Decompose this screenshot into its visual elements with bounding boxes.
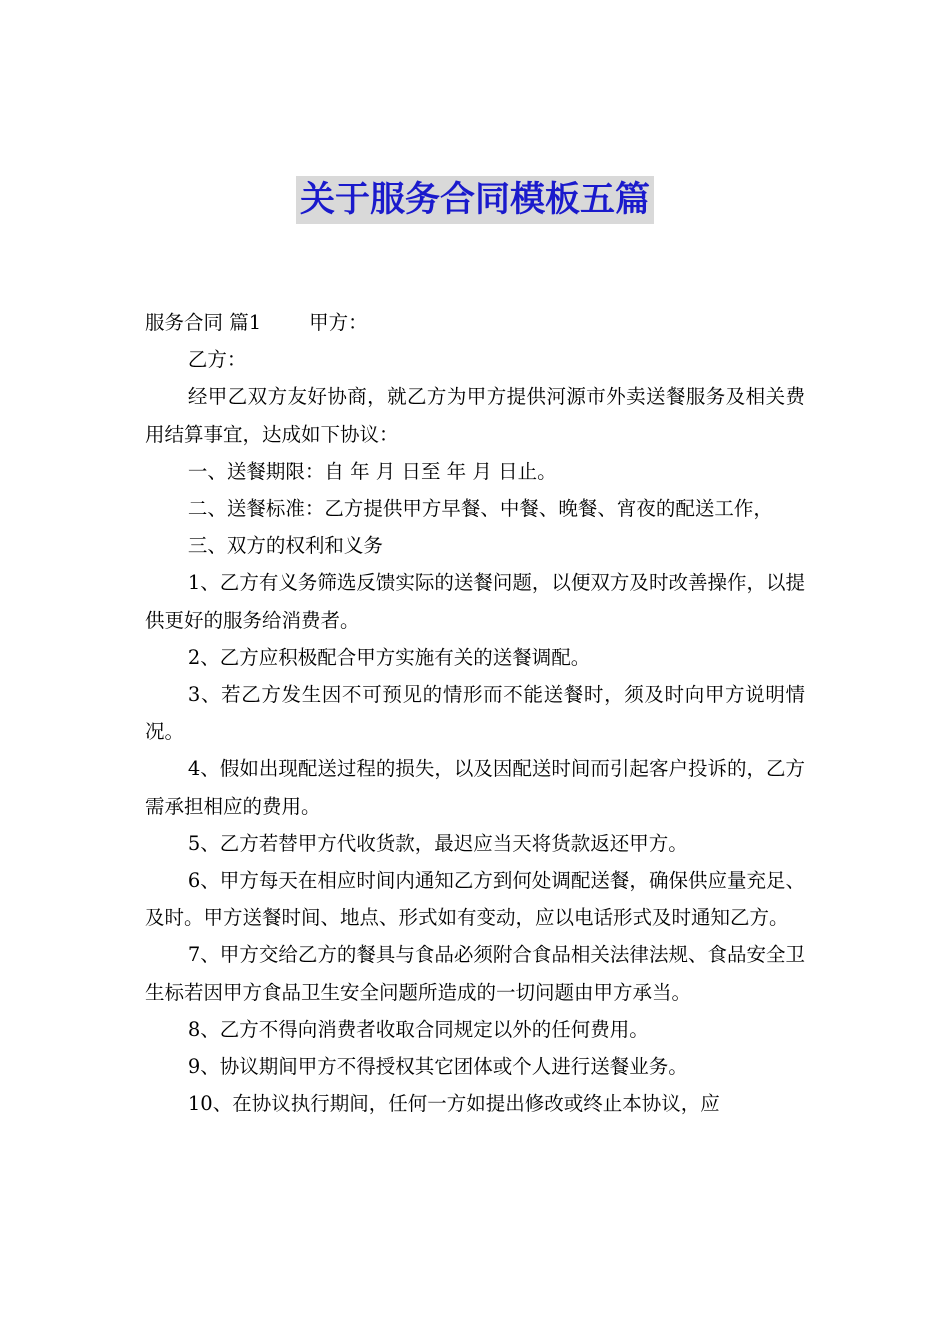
paragraph: 乙方：: [187, 348, 247, 372]
paragraph: 8、乙方不得向消费者收取合同规定以外的任何费用。: [187, 1017, 649, 1041]
paragraph: 9、协议期间甲方不得授权其它团体或个人进行送餐业务。: [187, 1055, 688, 1079]
paragraph: 5、乙方若替甲方代收货款，最迟应当天将货款返还甲方。: [187, 831, 688, 855]
document-title: 关于服务合同模板五篇: [296, 176, 654, 224]
paragraph: 7、甲方交给乙方的餐具与食品必须附合食品相关法律法规、食品安全卫生标若因甲方食品卫生安全问题所造成的一切问题由甲方承当。: [145, 943, 805, 1004]
paragraph: 2、乙方应积极配合甲方实施有关的送餐调配。: [187, 645, 591, 669]
paragraph: 6、甲方每天在相应时间内通知乙方到何处调配送餐，确保供应量充足、及时。甲方送餐时间、地点、形式如有变动，应以电话形式及时通知乙方。: [145, 869, 805, 930]
paragraph: 4、假如出现配送过程的损失，以及因配送时间而引起客户投诉的，乙方需承担相应的费用。: [145, 757, 805, 818]
document-body: [145, 304, 805, 1122]
header-line: [145, 304, 805, 341]
paragraph: 10、在协议执行期间，任何一方如提出修改或终止本协议，应: [187, 1092, 720, 1116]
paragraph: 1、乙方有义务筛选反馈实际的送餐问题，以便双方及时改善操作，以提供更好的服务给消费者。: [145, 571, 805, 632]
paragraph: 3、若乙方发生因不可预见的情形而不能送餐时，须及时向甲方说明情况。: [145, 683, 805, 744]
paragraph: 经甲乙双方友好协商，就乙方为甲方提供河源市外卖送餐服务及相关费用结算事宜，达成如下协议：: [145, 385, 805, 446]
title-container: [0, 176, 950, 224]
paragraph: 二、送餐标准：乙方提供甲方早餐、中餐、晚餐、宵夜的配送工作，: [187, 497, 773, 521]
section-label: 服务合同 篇1: [145, 311, 262, 334]
paragraph: 一、送餐期限：自 年 月 日至 年 月 日止。: [187, 459, 557, 483]
party-a-label: 甲方：: [309, 311, 368, 334]
paragraph: 三、双方的权利和义务: [187, 534, 383, 558]
